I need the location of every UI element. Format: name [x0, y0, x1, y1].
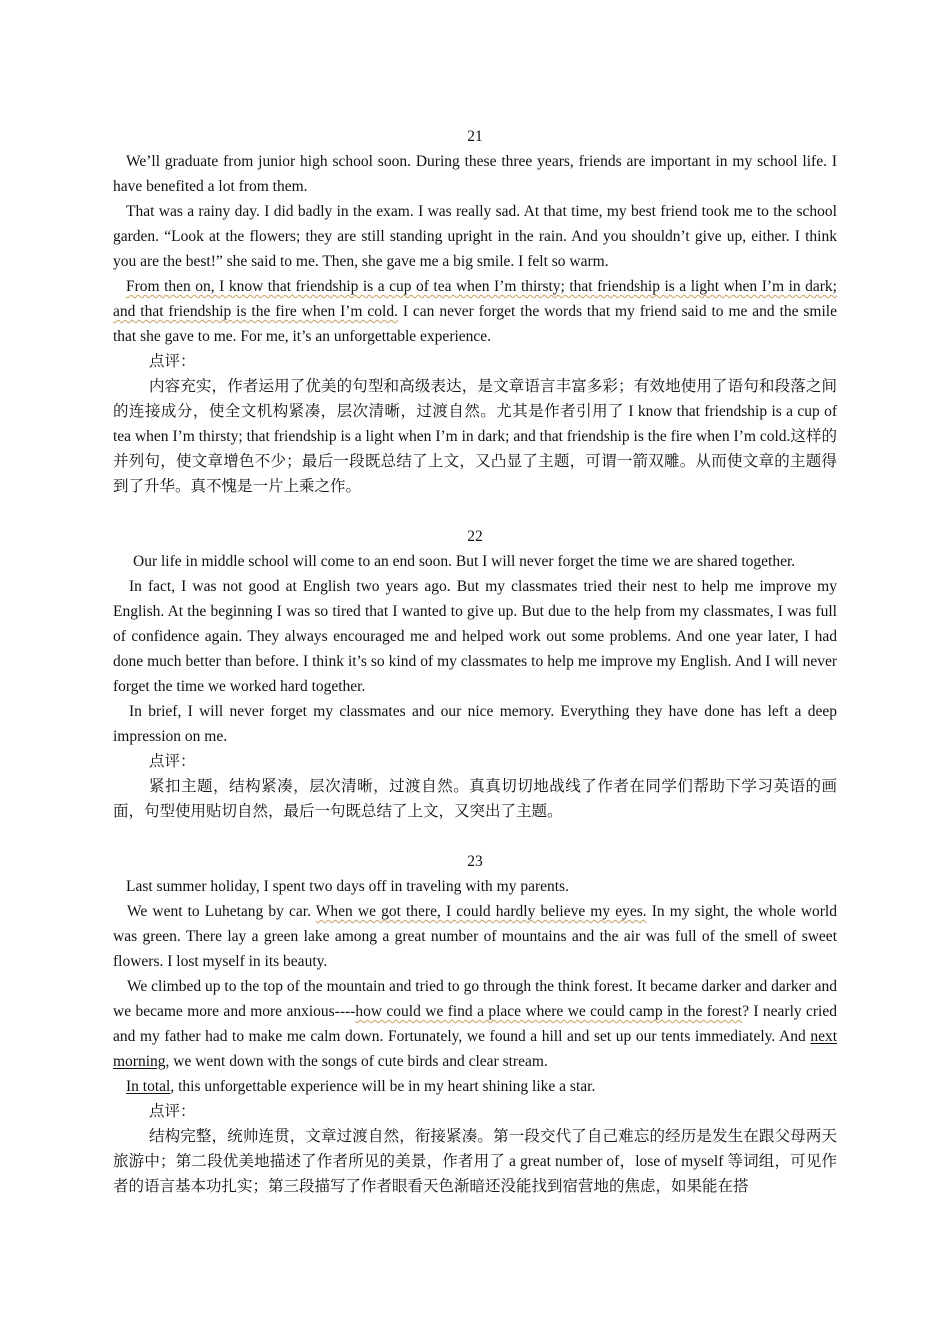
paragraph-text: ? I nearly cried and my father had to make me calm down. Fortunately, we found a hill and set up our tents immediately. And [113, 1003, 837, 1045]
essay-paragraph [113, 899, 837, 974]
paragraph-text: I can never forget the words that my friend said to me and the smile that she gave to me. For me, it’s an unforgettable experience. [113, 303, 837, 345]
underlined-phrase: next morning [113, 1028, 837, 1070]
essay-number: 23 [467, 853, 483, 870]
highlighted-sentence: how could we find a place where we could camp in the forest [355, 1003, 743, 1020]
essay-paragraph: That was a rainy day. I did badly in the exam. I was really sad. At that time, my best friend took me to the school garden. “Look at the flowers; they are still standing upright in the rain. And you shouldn’t give up, either. I think you are the best!” she said to me. Then, she gave me a big smile. I felt so warm. [113, 203, 837, 270]
underlined-phrase: In total [126, 1078, 171, 1095]
paragraph-text: We went to Luhetang by car. [127, 903, 316, 920]
comment-label: 点评： [149, 353, 196, 370]
essay-number: 22 [467, 528, 483, 545]
comment-label: 点评： [149, 753, 196, 770]
essay-paragraph: Last summer holiday, I spent two days off in traveling with my parents. [126, 878, 569, 895]
essay-paragraph: Our life in middle school will come to an end soon. But I will never forget the time we are shared together. [133, 553, 796, 570]
essay-paragraph [113, 974, 837, 1074]
essay-paragraph: In brief, I will never forget my classmates and our nice memory. Everything they have done has left a deep impression on me. [113, 703, 837, 745]
comment-text: 内容充实，作者运用了优美的句型和高级表达，是文章语言丰富多彩；有效地使用了语句和段落之间的连接成分，使全文机构紧凑，层次清晰，过渡自然。尤其是作者引用了 I know that friendship is a cup of tea when I’m thirsty; that friendship is a light when I’m in dark; and that friendship is the fire when I’m cold.这样的并列句，使文章增色不少；最后一段既总结了上文，又凸显了主题，可谓一箭双雕。从而使文章的主题得到了升华。真不愧是一片上乘之作。 [113, 378, 837, 495]
paragraph-text: , we went down with the songs of cute birds and clear stream. [165, 1053, 548, 1070]
comment-text: 紧扣主题，结构紧凑，层次清晰，过渡自然。真真切切地战线了作者在同学们帮助下学习英语的画面，句型使用贴切自然，最后一句既总结了上文，又突出了主题。 [113, 778, 837, 820]
essay-number: 21 [467, 128, 483, 145]
paragraph-text: We climbed up to the top of the mountain and tried to go through the think forest. It became darker and darker and we became more and more anxious---- [113, 978, 837, 1020]
highlighted-sentence: From then on, I know that friendship is a cup of tea when I’m thirsty; that friendship is a light when I’m in dark; and that friendship is the fire when I’m cold. [113, 278, 837, 320]
highlighted-sentence: When we got there, I could hardly believe my eyes. [315, 903, 647, 920]
paragraph-text: , this unforgettable experience will be in my heart shining like a star. [170, 1078, 596, 1095]
comment-text: 结构完整，统帅连贯，文章过渡自然，衔接紧凑。第一段交代了自己难忘的经历是发生在跟父母两天旅游中；第二段优美地描述了作者所见的美景，作者用了 a great number of，lose of myself 等词组，可见作者的语言基本功扎实；第三段描写了作者眼看天色渐暗还没能找到宿营地的焦虑，如果能在搭 [113, 1128, 837, 1195]
essay-paragraph [113, 274, 837, 349]
comment-label: 点评： [149, 1103, 196, 1120]
essay-paragraph [113, 1074, 837, 1099]
document-page [113, 124, 837, 1199]
essay-paragraph: We’ll graduate from junior high school soon. During these three years, friends are important in my school life. I have benefited a lot from them. [113, 153, 837, 195]
essay-paragraph: In fact, I was not good at English two years ago. But my classmates tried their nest to help me improve my English. At the beginning I was so tired that I wanted to give up. But due to the help from my classmates, I was full of confidence again. They always encouraged me and helped work out some problems. And one year later, I had done much better than before. I think it’s so kind of my classmates to help me improve my English. And I will never forget the time we worked hard together. [113, 578, 837, 695]
paragraph-text: In my sight, the whole world was green. There lay a green lake among a great number of mountains and the air was full of the smell of sweet flowers. I lost myself in its beauty. [113, 903, 837, 970]
